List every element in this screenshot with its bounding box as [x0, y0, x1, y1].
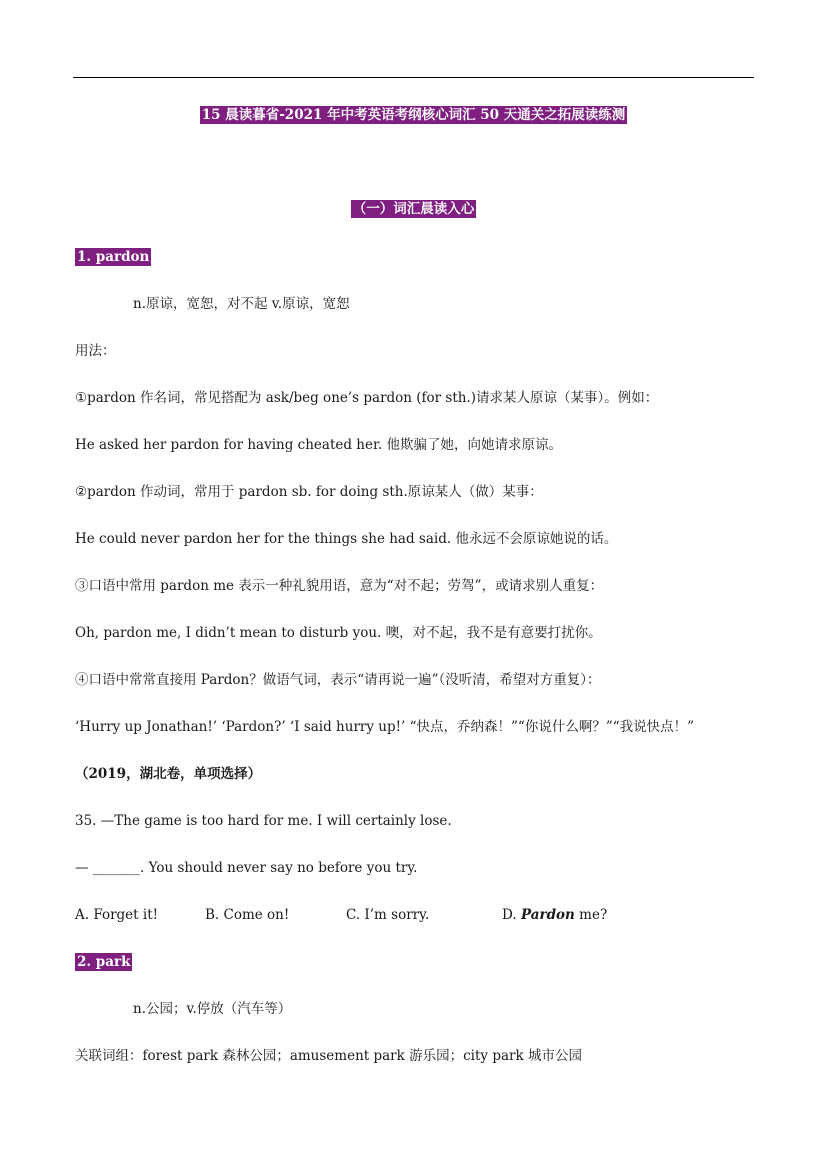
usage-4: ④口语中常常直接用 Pardon？做语气词，表示“请再说一遍”（没听清，希望对方重复）：	[75, 672, 601, 688]
section-heading-row	[0, 200, 827, 218]
exam-source: （2019，湖北卷，单项选择）	[75, 766, 262, 782]
usage-2: ②pardon 作动词，常用于 pardon sb. for doing sth.原谅某人（做）某事：	[75, 484, 543, 500]
word1-definition: n.原谅，宽恕，对不起 v.原谅，宽恕	[133, 296, 350, 312]
word1-heading-row	[75, 248, 151, 266]
question-line-1: 35. —The game is too hard for me. I will certainly lose.	[75, 813, 452, 829]
option-d	[502, 906, 607, 924]
section-heading: （一）词汇晨读入心	[352, 201, 475, 217]
header-rule	[73, 77, 754, 78]
usage-1: ①pardon 作名词，常见搭配为 ask/beg one’s pardon (for sth.)请求某人原谅（某事）。例如：	[75, 390, 659, 406]
option-b: B. Come on!	[205, 907, 290, 923]
option-d-keyword: Pardon	[520, 907, 575, 923]
example-2: He could never pardon her for the things she had said. 他永远不会原谅她说的话。	[75, 531, 618, 547]
question-line-2: — _______. You should never say no before you try.	[75, 860, 418, 876]
example-1: He asked her pardon for having cheated her. 他欺骗了她，向她请求原谅。	[75, 437, 563, 453]
word2-related: 关联词组：forest park 森林公园；amusement park 游乐园；city park 城市公园	[75, 1048, 582, 1064]
example-3: Oh, pardon me, I didn’t mean to disturb you. 噢，对不起，我不是有意要打扰你。	[75, 625, 602, 641]
option-c: C. I’m sorry.	[346, 907, 430, 923]
word1-heading: 1. pardon	[77, 249, 150, 265]
usage-label: 用法：	[75, 343, 116, 359]
word2-heading: 2. park	[77, 954, 131, 970]
option-a: A. Forget it!	[75, 907, 159, 923]
word2-heading-row	[75, 953, 132, 971]
usage-3: ③口语中常用 pardon me 表示一种礼貌用语，意为“对不起；劳驾”，或请求别人重复：	[75, 578, 604, 594]
word2-definition: n.公园；v.停放（汽车等）	[133, 1001, 292, 1017]
option-d-suffix: me?	[574, 907, 608, 923]
option-d-prefix: D.	[502, 907, 521, 923]
doc-title-row	[0, 106, 827, 124]
doc-title: 15 晨读暮省-2021 年中考英语考纲核心词汇 50 天通关之拓展读练测	[201, 107, 626, 123]
example-4: ‘Hurry up Jonathan!’ ‘Pardon?’ ‘I said hurry up!’ “快点，乔纳森！”“你说什么啊？”“我说快点！”	[75, 719, 695, 735]
